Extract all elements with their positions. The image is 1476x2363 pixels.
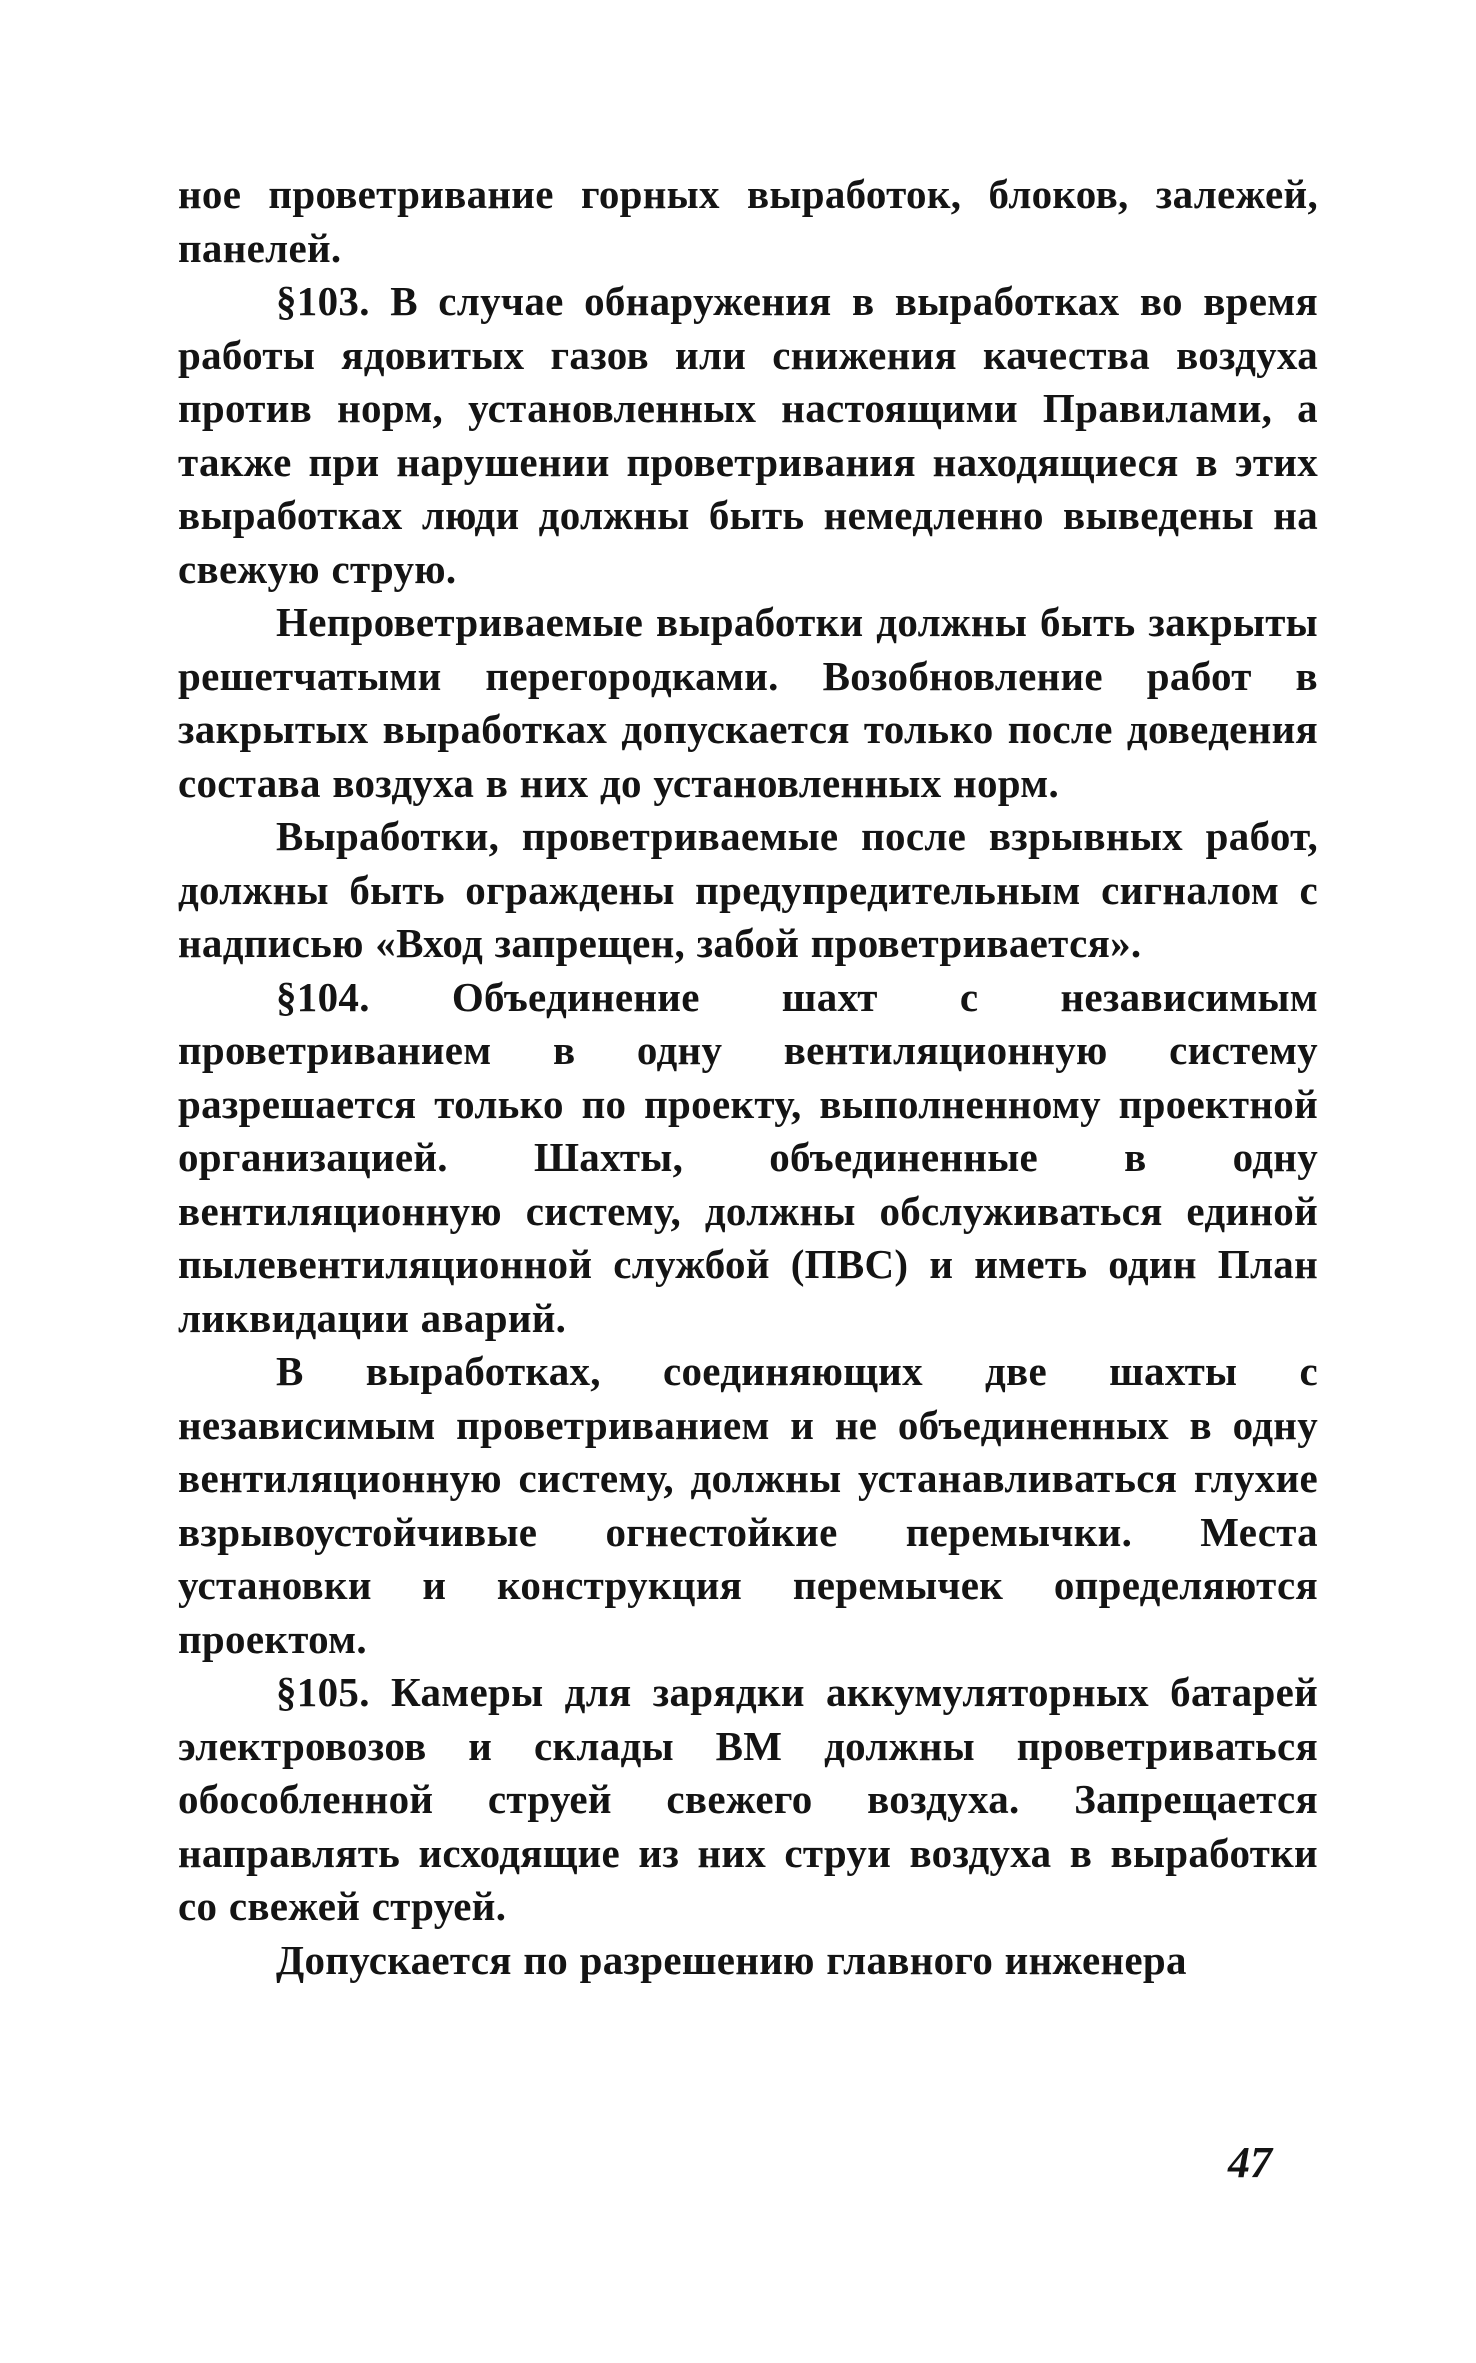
paragraph-continuation: ное проветривание горных выработок, блоков, залежей, панелей. [178, 171, 1318, 271]
paragraph-section-103: §103. В случае обнаружения в выработках во время работы ядовитых газов или снижения качества воздуха против норм, установленных настоящими Правилами, а также при нарушении проветривания находящиеся в этих выработках люди должны быть немедленно выведены на свежую струю. [178, 278, 1318, 592]
paragraph-blasting-ventilation: Выработки, проветриваемые после взрывных работ, должны быть ограждены предупредительным сигналом с надписью «Вход запрещен, забой проветривается». [178, 813, 1318, 966]
page-number: 47 [1228, 2138, 1272, 2187]
document-body [178, 168, 1318, 1987]
paragraph-chief-engineer: Допускается по разрешению главного инженера [276, 1936, 1187, 1983]
paragraph-section-105: §105. Камеры для зарядки аккумуляторных батарей электровозов и склады ВМ должны проветриваться обособленной струей свежего воздуха. Запрещается направлять исходящие из них струи воздуха в выработки со свежей струей. [178, 1669, 1318, 1929]
paragraph-connecting-workings: В выработках, соединяющих две шахты с независимым проветриванием и не объединенных в одну вентиляционную систему, должны устанавливаться глухие взрывоустойчивые огнестойкие перемычки. Места установки и конструкция перемычек определяются проектом. [178, 1348, 1318, 1662]
paragraph-section-104: §104. Объединение шахт с независимым проветриванием в одну вентиляционную систему разрешается только по проекту, выполненному проектной организацией. Шахты, объединенные в одну вентиляционную систему, должны обслуживаться единой пылевентиляционной службой (ПВС) и иметь один План ликвидации аварий. [178, 973, 1318, 1341]
paragraph-unventilated-workings: Непроветриваемые выработки должны быть закрыты решетчатыми перегородками. Возобновление работ в закрытых выработках допускается только после доведения состава воздуха в них до установленных норм. [178, 599, 1318, 806]
